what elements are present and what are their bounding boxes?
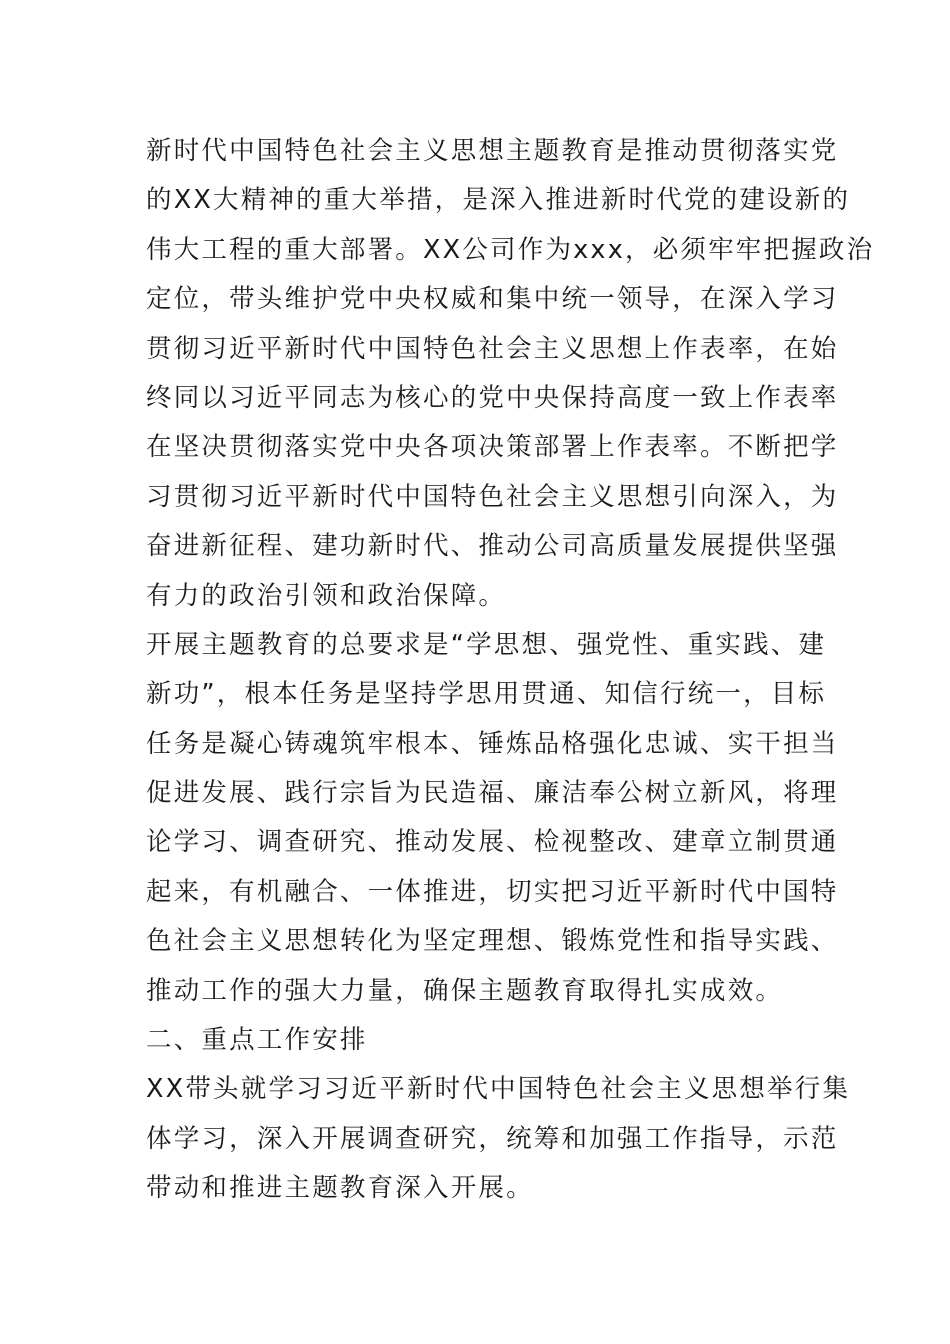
text-line: 在坚决贯彻落实党中央各项决策部署上作表率。不断把学 — [146, 432, 839, 463]
text-line: 任务是凝心铸魂筑牢根本、锤炼品格强化忠诚、实干担当 — [146, 728, 839, 759]
text-line: 定位，带头维护党中央权威和集中统一领导，在深入学习 — [146, 284, 839, 315]
text-line: 起来，有机融合、一体推进，切实把习近平新时代中国特 — [146, 876, 839, 907]
text-line: 新功”，根本任务是坚持学思用贯通、知信行统一，目标 — [146, 679, 827, 710]
text-line: 伟大工程的重大部署。XX公司作为xxx，必须牢牢把握政治 — [146, 234, 875, 265]
text-line: 论学习、调查研究、推动发展、检视整改、建章立制贯通 — [146, 827, 839, 858]
text-line: 的XX大精神的重大举措，是深入推进新时代党的建设新的 — [146, 185, 851, 216]
document-body — [146, 127, 875, 1214]
paragraph-requirements — [146, 621, 839, 1016]
text-line: 奋进新征程、建功新时代、推动公司高质量发展提供坚强 — [146, 531, 839, 562]
text-line: 新时代中国特色社会主义思想主题教育是推动贯彻落实党 — [146, 136, 839, 166]
paragraph-intro — [146, 127, 875, 621]
text-line: 带动和推进主题教育深入开展。 — [146, 1173, 534, 1204]
text-line: 推动工作的强大力量，确保主题教育取得扎实成效。 — [146, 975, 784, 1006]
text-line: 开展主题教育的总要求是“学思想、强党性、重实践、建 — [146, 629, 827, 660]
section-heading — [146, 1016, 806, 1065]
section-heading-text: 二、重点工作安排 — [146, 1025, 368, 1056]
text-line: 贯彻习近平新时代中国特色社会主义思想上作表率，在始 — [146, 333, 839, 364]
text-line: 促进发展、践行宗旨为民造福、廉洁奉公树立新风，将理 — [146, 778, 839, 809]
text-line: 色社会主义思想转化为坚定理想、锻炼党性和指导实践、 — [146, 926, 839, 957]
text-line: 终同以习近平同志为核心的党中央保持高度一致上作表率 — [146, 382, 839, 413]
text-line: 体学习，深入开展调查研究，统筹和加强工作指导，示范 — [146, 1123, 839, 1154]
text-line: 习贯彻习近平新时代中国特色社会主义思想引向深入，为 — [146, 481, 839, 512]
text-line: XX带头就学习习近平新时代中国特色社会主义思想举行集 — [146, 1074, 851, 1105]
text-line: 有力的政治引领和政治保障。 — [146, 580, 507, 611]
paragraph-arrangements — [146, 1065, 851, 1213]
